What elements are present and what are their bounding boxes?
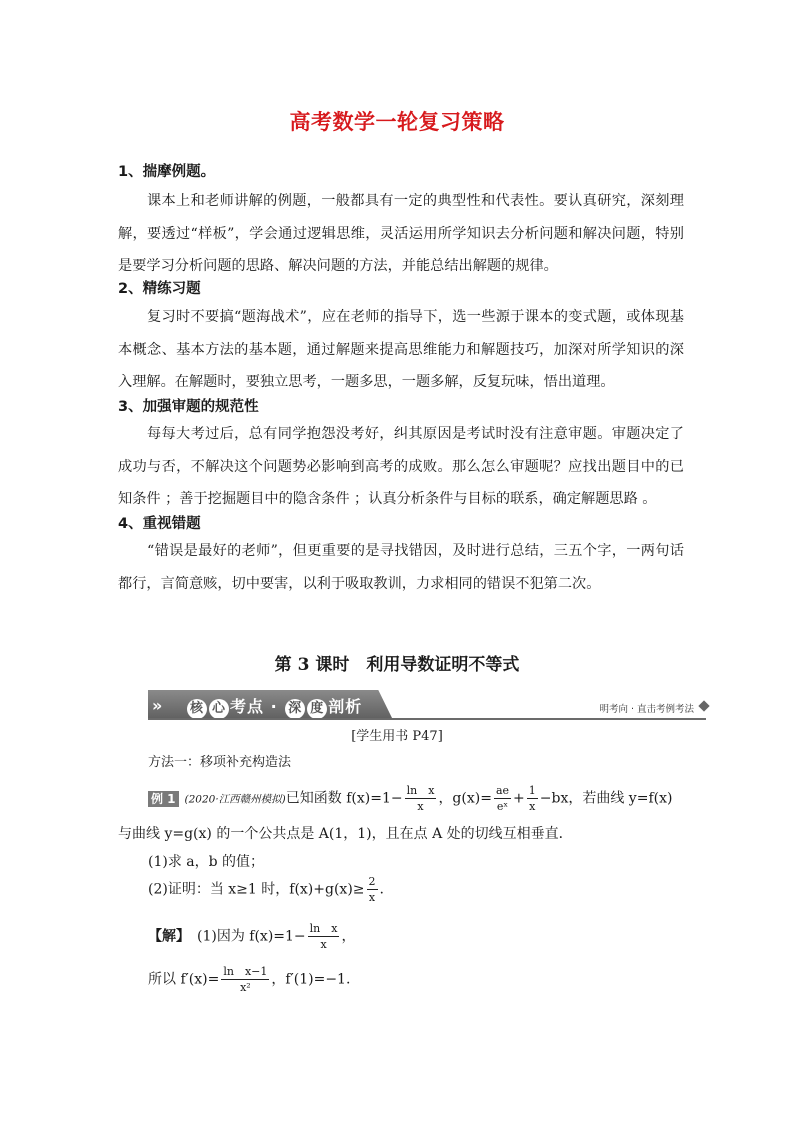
banner-char-1: 核 bbox=[187, 699, 207, 719]
fraction-derivative-denominator: x² bbox=[240, 981, 251, 994]
banner-char-2: 心 bbox=[209, 699, 229, 719]
page-title: 高考数学一轮复习策略 bbox=[289, 110, 505, 134]
example-text-1a: 已知函数 f(x)=1− bbox=[285, 790, 403, 807]
section-text-3: 每每大考过后，总有同学抱怨没考好，纠其原因是考试时没有注意审题。审题决定了成功与否，不解决这个问题势必影响到高考的成败。那么怎么审题呢？应找出题目中的已知条件 ；善于挖掘题目中的隐含条件 ；认真分析条件与目标的联系，确定解题思路 。 bbox=[118, 426, 684, 507]
solution-text-1-end: ， bbox=[341, 928, 356, 945]
fraction-g2-denominator: x bbox=[529, 800, 536, 813]
fraction-g1-denominator: eˣ bbox=[496, 800, 509, 813]
example-badge: 例 1 bbox=[148, 791, 179, 807]
example-text-1b: ，g(x)= bbox=[438, 790, 492, 807]
section-heading-3: 3、加强审题的规范性 bbox=[118, 399, 259, 415]
fraction-g2-numerator: 1 bbox=[528, 784, 536, 797]
fraction-f-numerator: ln x bbox=[406, 784, 435, 797]
section-text-2: 复习时不要搞“题海战术”，应在老师的指导下，选一些源于课本的变式题，或体现基本概念、基本方法的基本题，通过解题来提高思维能力和解题技巧，加深对所学知识的深入理解。在解题时，要独立思考，一题多思，一题多解，反复玩味，悟出道理。 bbox=[118, 309, 684, 390]
banner-text-1: 考点 · bbox=[230, 697, 285, 716]
solution-line-1 bbox=[148, 923, 355, 950]
book-reference: [学生用书 P47] bbox=[351, 729, 443, 744]
banner-title bbox=[186, 694, 362, 719]
banner-subtitle: 明考向 · 直击考例考法 bbox=[599, 704, 694, 715]
solution-text-2a: 所以 f′(x)= bbox=[148, 971, 220, 988]
fraction-g1 bbox=[494, 785, 511, 812]
example-plus: + bbox=[513, 790, 525, 807]
solution-line-2 bbox=[148, 966, 350, 993]
section-banner bbox=[148, 690, 708, 720]
banner-char-4: 度 bbox=[307, 699, 327, 719]
section-text-1: 课本上和老师讲解的例题，一般都具有一定的典型性和代表性。要认真研究，深刻理解，要透过“样板”，学会通过逻辑思维，灵活运用所学知识去分析问题和解决问题，特别是要学习分析问题的思路、解决问题的方法，并能总结出解题的规律。 bbox=[118, 193, 684, 274]
fraction-sol-denominator: x bbox=[320, 938, 327, 951]
fraction-f bbox=[405, 785, 437, 812]
question-2-end: . bbox=[379, 881, 384, 898]
section-heading-1: 1、揣摩例题。 bbox=[118, 164, 216, 180]
banner-rule bbox=[148, 718, 706, 720]
fraction-sol-numerator: ln x bbox=[309, 922, 338, 935]
fraction-q2-denominator: x bbox=[368, 891, 376, 904]
question-2 bbox=[148, 876, 384, 903]
fraction-q2-numerator: 2 bbox=[368, 875, 376, 888]
question-2-text: (2)证明：当 x≥1 时，f(x)+g(x)≥ bbox=[148, 881, 365, 898]
fraction-f-denominator: x bbox=[417, 800, 424, 813]
example-line-2: 与曲线 y=g(x) 的一个公共点是 A(1，1)，且在点 A 处的切线互相垂直． bbox=[118, 826, 573, 842]
section-text-4: “错误是最好的老师”，但更重要的是寻找错因，及时进行总结，三五个字，一两句话都行，言简意赅，切中要害，以利于吸取教训，力求相同的错误不犯第二次。 bbox=[118, 543, 684, 592]
banner-text-2: 剖析 bbox=[328, 697, 363, 716]
solution-text-2b: ，f′(1)=−1. bbox=[271, 971, 351, 988]
fraction-q2 bbox=[367, 876, 378, 903]
section-heading-2: 2、精练习题 bbox=[118, 281, 201, 297]
fraction-derivative-numerator: ln x−1 bbox=[223, 965, 268, 978]
example-line-1 bbox=[148, 785, 672, 812]
fraction-g1-numerator: ae bbox=[495, 784, 510, 797]
banner-arrow-icon: » bbox=[152, 696, 163, 715]
diamond-icon bbox=[698, 700, 709, 711]
fraction-sol bbox=[308, 923, 340, 950]
banner-char-3: 深 bbox=[285, 699, 305, 719]
fraction-derivative bbox=[221, 966, 269, 993]
question-1: (1)求 a，b 的值； bbox=[148, 854, 265, 870]
example-source: (2020·江西赣州模拟) bbox=[184, 793, 286, 806]
method-heading: 方法一：移项补充构造法 bbox=[148, 755, 292, 770]
solution-label: 【解】 bbox=[148, 928, 183, 945]
fraction-g2 bbox=[527, 785, 538, 812]
section-heading-4: 4、重视错题 bbox=[118, 516, 201, 532]
solution-text-1: (1)因为 f(x)=1− bbox=[183, 928, 306, 945]
lesson-title: 第 3 课时 利用导数证明不等式 bbox=[274, 655, 520, 675]
example-text-1c: −bx，若曲线 y=f(x) bbox=[539, 790, 673, 807]
